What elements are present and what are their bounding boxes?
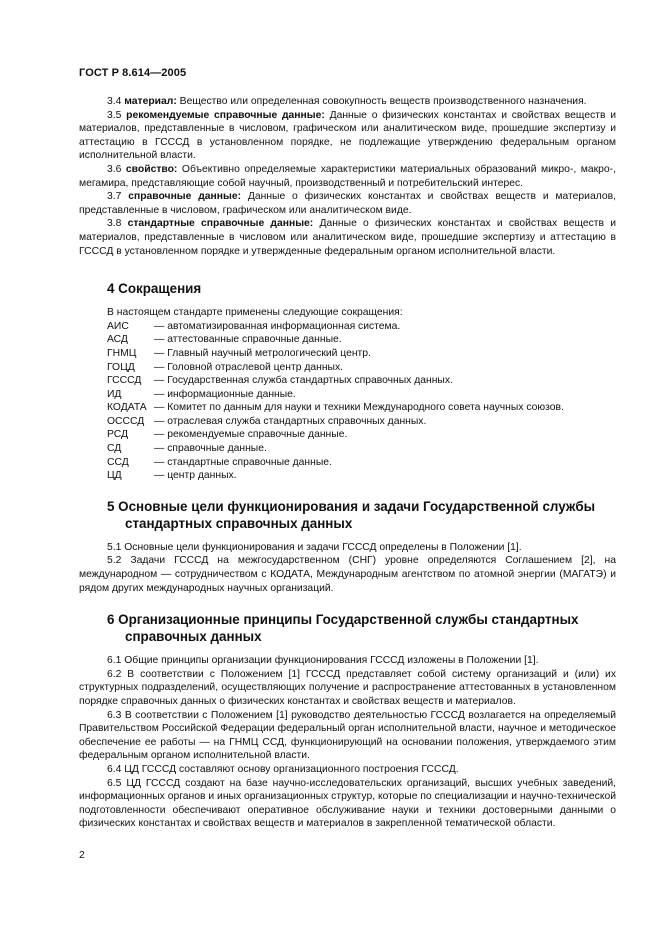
paragraph-6-2: 6.2 В соответствии с Положением [1] ГСССД представляет собой систему организаций и (или) их структурных подразделений, осуществляющих получение и распространение аттестованных в установленном порядке справочных данных о физических константах и свойствах веществ и материалов.	[79, 668, 616, 707]
definition-3-6: 3.6 свойство: Объективно определяемые характеристики материальных образований микро-, макро-, мегамира, представляющие собой научный, производственный и потребительский интерес.	[79, 163, 616, 189]
definition-term: стандартные справочные данные:	[127, 218, 314, 230]
section-5-title: 5 Основные цели функционирования и задачи Государственной службы стандартных справочных данных	[107, 498, 596, 531]
section-6-title: 6 Организационные принципы Государственной службы стандартных справочных данных	[107, 612, 579, 645]
list-item: АСД — аттестованные справочные данные.	[107, 334, 342, 346]
section-4-title: 4 Сокращения	[107, 281, 202, 297]
definition-term: свойство:	[125, 163, 178, 175]
definition-term: справочные данные:	[128, 191, 242, 203]
abbreviations-list	[107, 320, 564, 483]
paragraph-5-2: 5.2 Задачи ГСССД на межгосударственном (СНГ) уровне определяются Соглашением [2], на международном — сотрудничеством с КОДАТА, Международным агентством по атомной энергии (МАГАТЭ) и рядом других международных научных организаций.	[79, 555, 616, 594]
definition-term: материал:	[124, 96, 177, 107]
list-item: КОДАТА — Комитет по данным для науки и техники Международного совета научных союзов.	[107, 402, 564, 414]
definition-3-4: 3.4 материал: Вещество или определенная совокупность веществ производственного назначения.	[107, 96, 587, 107]
paragraph-6-3: 6.3 В соответствии с Положением [1] руководство деятельностью ГСССД возлагается на определяемый Правительством Российской Федерации федеральный орган исполнительной власти, научное и методическое обеспечение ее работы — на ГНМЦ ССД, функционирующий на основании положения, утверждаемого этим федеральным органом исполнительной власти.	[79, 709, 616, 762]
paragraph-6-1: 6.1 Общие принципы организации функционирования ГСССД изложены в Положении [1].	[107, 655, 539, 667]
list-item: ГНМЦ — Главный научный метрологический центр.	[107, 347, 371, 359]
list-item: ИД — информационные данные.	[107, 388, 296, 400]
list-item: РСД — рекомендуемые справочные данные.	[107, 429, 348, 441]
list-item: СД — справочные данные.	[107, 443, 267, 455]
paragraph-5-1: 5.1 Основные цели функционирования и задачи ГСССД определены в Положении [1].	[107, 541, 522, 553]
definition-term: рекомендуемые справочные данные:	[126, 109, 325, 121]
list-item: ССД — стандартные справочные данные.	[107, 456, 332, 468]
paragraph-6-5: 6.5 ЦД ГСССД создают на базе научно-исследовательских организаций, высших учебных заведений, информационных органов и иных организационных структур, которые по специализации и научно-технической подготовленности обеспечивают оперативное обслуживание науки и техники достоверными данными о физических константах и свойствах веществ и материалов в закрепленной тематической области.	[79, 777, 616, 830]
document-code-header: ГОСТ Р 8.614—2005	[79, 67, 187, 79]
list-item: ГОЦД — Головной отраслевой центр данных.	[107, 361, 344, 373]
paragraph-6-4: 6.4 ЦД ГСССД составляют основу организационного построения ГСССД.	[107, 763, 459, 775]
definition-3-8: 3.8 стандартные справочные данные: Данные о физических константах и свойствах веществ и материалов, представленные в числовом или аналитическом виде, прошедшие экспертизу и аттестацию в ГСССД в установленном порядке и утвержденные федеральным органом исполнительной власти.	[79, 218, 616, 257]
abbreviations-intro: В настоящем стандарте применены следующие сокращения:	[107, 307, 403, 319]
definition-3-7: 3.7 справочные данные: Данные о физических константах и свойствах веществ и материалов, представленные в числовом, графическом или аналитическом виде.	[79, 191, 616, 216]
page-content	[79, 95, 616, 831]
list-item: АИС — автоматизированная информационная система.	[107, 320, 401, 332]
list-item: ГСССД — Государственная служба стандартных справочных данных.	[107, 375, 453, 387]
list-item: ОСССД — отраслевая служба стандартных справочных данных.	[107, 415, 427, 427]
list-item: ЦД — центр данных.	[107, 470, 237, 482]
definition-3-5: 3.5 рекомендуемые справочные данные: Данные о физических константах и свойствах веществ и материалов, представленные в числовом, графическом или аналитическом виде, прошедшие экспертизу и аттестацию в ГСССД в установленном порядке, не подлежащие утверждению федеральным органом исполнительной власти.	[79, 109, 617, 162]
page-number: 2	[79, 849, 85, 861]
